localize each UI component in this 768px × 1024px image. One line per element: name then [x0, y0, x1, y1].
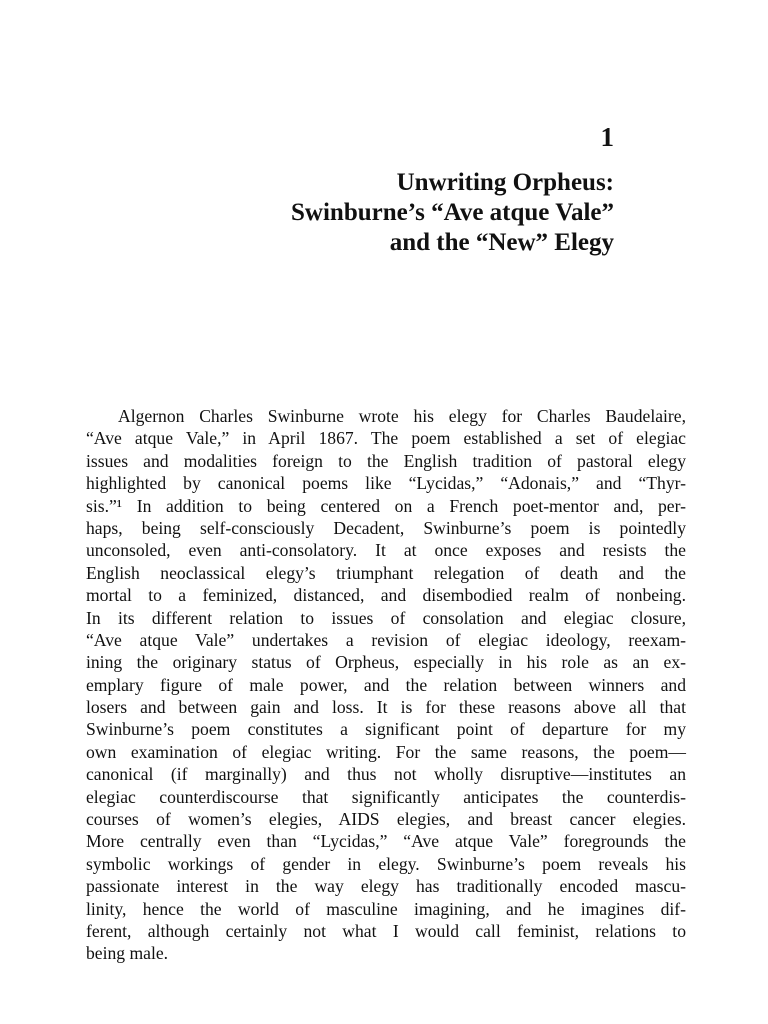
chapter-title	[54, 168, 614, 258]
chapter-title-line: and the “New” Elegy	[389, 229, 614, 256]
text-line: haps, being self-consciously Decadent, Swinburne’s poem is pointedly	[86, 517, 686, 538]
chapter-title-line: Unwriting Orpheus:	[396, 169, 614, 196]
text-line: elegiac counterdiscourse that significantly anticipates the counterdis-	[86, 786, 686, 807]
text-line: linity, hence the world of masculine imagining, and he imagines dif-	[86, 898, 686, 919]
text-line: canonical (if marginally) and thus not wholly disruptive—institutes an	[86, 764, 686, 785]
text-line: highlighted by canonical poems like “Lycidas,” “Adonais,” and “Thyr-	[86, 473, 686, 494]
text-line: issues and modalities foreign to the English tradition of pastoral elegy	[86, 450, 686, 471]
text-line: English neoclassical elegy’s triumphant relegation of death and the	[86, 562, 686, 583]
body-paragraph	[86, 405, 686, 965]
text-line: passionate interest in the way elegy has traditionally encoded mascu-	[86, 876, 686, 897]
text-line: mortal to a feminized, distanced, and disembodied realm of nonbeing.	[86, 585, 686, 606]
text-line: More centrally even than “Lycidas,” “Ave atque Vale” foregrounds the	[86, 831, 686, 852]
text-line: courses of women’s elegies, AIDS elegies, and breast cancer elegies.	[86, 809, 686, 830]
text-line: Swinburne’s poem constitutes a significant point of departure for my	[86, 719, 686, 740]
chapter-title-line: Swinburne’s “Ave atque Vale”	[291, 199, 614, 226]
text-line: unconsoled, even anti-consolatory. It at once exposes and resists the	[86, 540, 686, 561]
text-line: In its different relation to issues of consolation and elegiac closure,	[86, 607, 686, 628]
text-line: ferent, although certainly not what I would call feminist, relations to	[86, 920, 686, 941]
text-line: being male.	[86, 943, 169, 964]
text-line: ining the originary status of Orpheus, especially in his role as an ex-	[86, 652, 686, 673]
text-line: emplary figure of male power, and the relation between winners and	[86, 674, 686, 695]
text-line: own examination of elegiac writing. For the same reasons, the poem—	[86, 741, 686, 762]
text-line: Algernon Charles Swinburne wrote his elegy for Charles Baudelaire,	[118, 406, 686, 426]
text-line: “Ave atque Vale” undertakes a revision of elegiac ideology, reexam-	[86, 629, 686, 650]
text-line: sis.”¹ In addition to being centered on a French poet-mentor and, per-	[86, 495, 686, 516]
text-line: losers and between gain and loss. It is for these reasons above all that	[86, 697, 686, 718]
text-line: symbolic workings of gender in elegy. Swinburne’s poem reveals his	[86, 853, 686, 874]
text-line: “Ave atque Vale,” in April 1867. The poem established a set of elegiac	[86, 428, 686, 449]
chapter-number: 1	[600, 122, 614, 152]
